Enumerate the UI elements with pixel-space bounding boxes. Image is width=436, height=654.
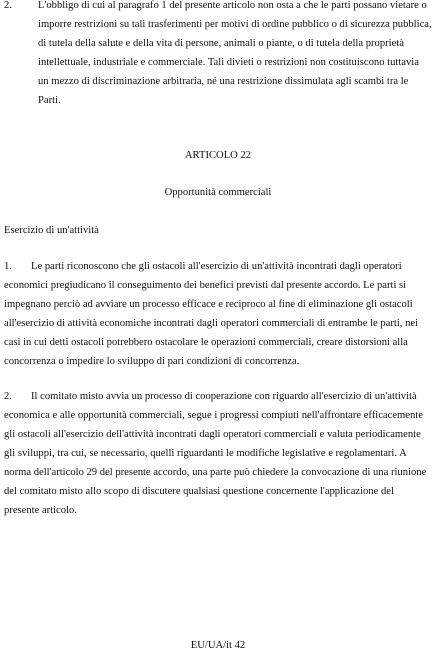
paragraph-number: 2. (4, 0, 12, 11)
section-heading: Esercizio di un'attività (4, 225, 99, 236)
text-line-content: Le parti riconoscono che gli ostacoli all'esercizio di un'attività incontrati dagli operatori (31, 261, 402, 272)
text-line-content: Il comitato misto avvia un processo di cooperazione con riguardo all'esercizio di un'attività (31, 391, 417, 402)
text-line: di tutela della salute e della vita di persone, animali o piante, o di tutela della proprietà (38, 38, 404, 49)
text-line: intellettuale, industriale e commerciale. Tali divieti o restrizioni non costituiscono tuttavia (38, 57, 419, 68)
paragraph-2 (4, 387, 434, 527)
text-line: presente articolo. (4, 505, 77, 516)
paragraph-number: 2. (4, 391, 12, 402)
text-line: norma dell'articolo 29 del presente accordo, una parte può chiedere la convocazione di una riunione (4, 467, 427, 478)
article-heading: ARTICOLO 22 (184, 150, 252, 161)
text-line: gli ostacoli all'esercizio dell'attività incontrati dagli operatori commerciali e valuta periodicamente (4, 429, 421, 440)
paragraph-1 (4, 257, 434, 377)
paragraph-number: 1. (4, 261, 12, 272)
text-line: un mezzo di discriminazione arbitraria, né una restrizione dissimulata agli scambi tra le (38, 76, 409, 87)
text-line: del comitato misto allo scopo di discutere qualsiasi questione concernente l'applicazione del (4, 486, 394, 497)
text-line: L'obbligo di cui al paragrafo 1 del presente articolo non osta a che le parti possano vietare o (38, 0, 427, 11)
text-line: all'esercizio di attività economiche incontrati dagli operatori commerciali di entrambe le parti, nei (4, 318, 419, 329)
text-line: economica e alle opportunità commerciali, segue i progressi compiuti nell'affrontare efficacemente (4, 410, 423, 421)
paragraph-text (38, 0, 436, 110)
text-line: impegnano perciò ad avviare un processo efficace e reciproco al fine di eliminazione gli ostacoli (4, 299, 413, 310)
text-line: concorrenza o impedire lo sviluppo di pari condizioni di concorrenza. (4, 356, 300, 367)
paragraph-2-top (4, 0, 434, 116)
text-line: economici pregiudicano il conseguimento dei benefici previsti dal presente accordo. Le parti si (4, 280, 407, 291)
text-line (4, 387, 434, 406)
text-line: Parti. (38, 95, 61, 106)
text-line: imporre restrizioni su tali trasferimenti per motivi di ordine pubblico o di sicurezza pubblica, (38, 19, 432, 30)
article-title: Opportunità commerciali (164, 187, 272, 198)
text-line (4, 257, 434, 276)
text-line: casi in cui detti ostacoli potrebbero ostacolare le operazioni commerciali, creare distorsioni alla (4, 337, 408, 348)
text-line: gli sviluppi, tra cui, se necessario, quelli riguardanti le modifiche legislative e regolamentari. A (4, 448, 407, 459)
page-footer: EU/UA/it 42 (190, 640, 246, 651)
